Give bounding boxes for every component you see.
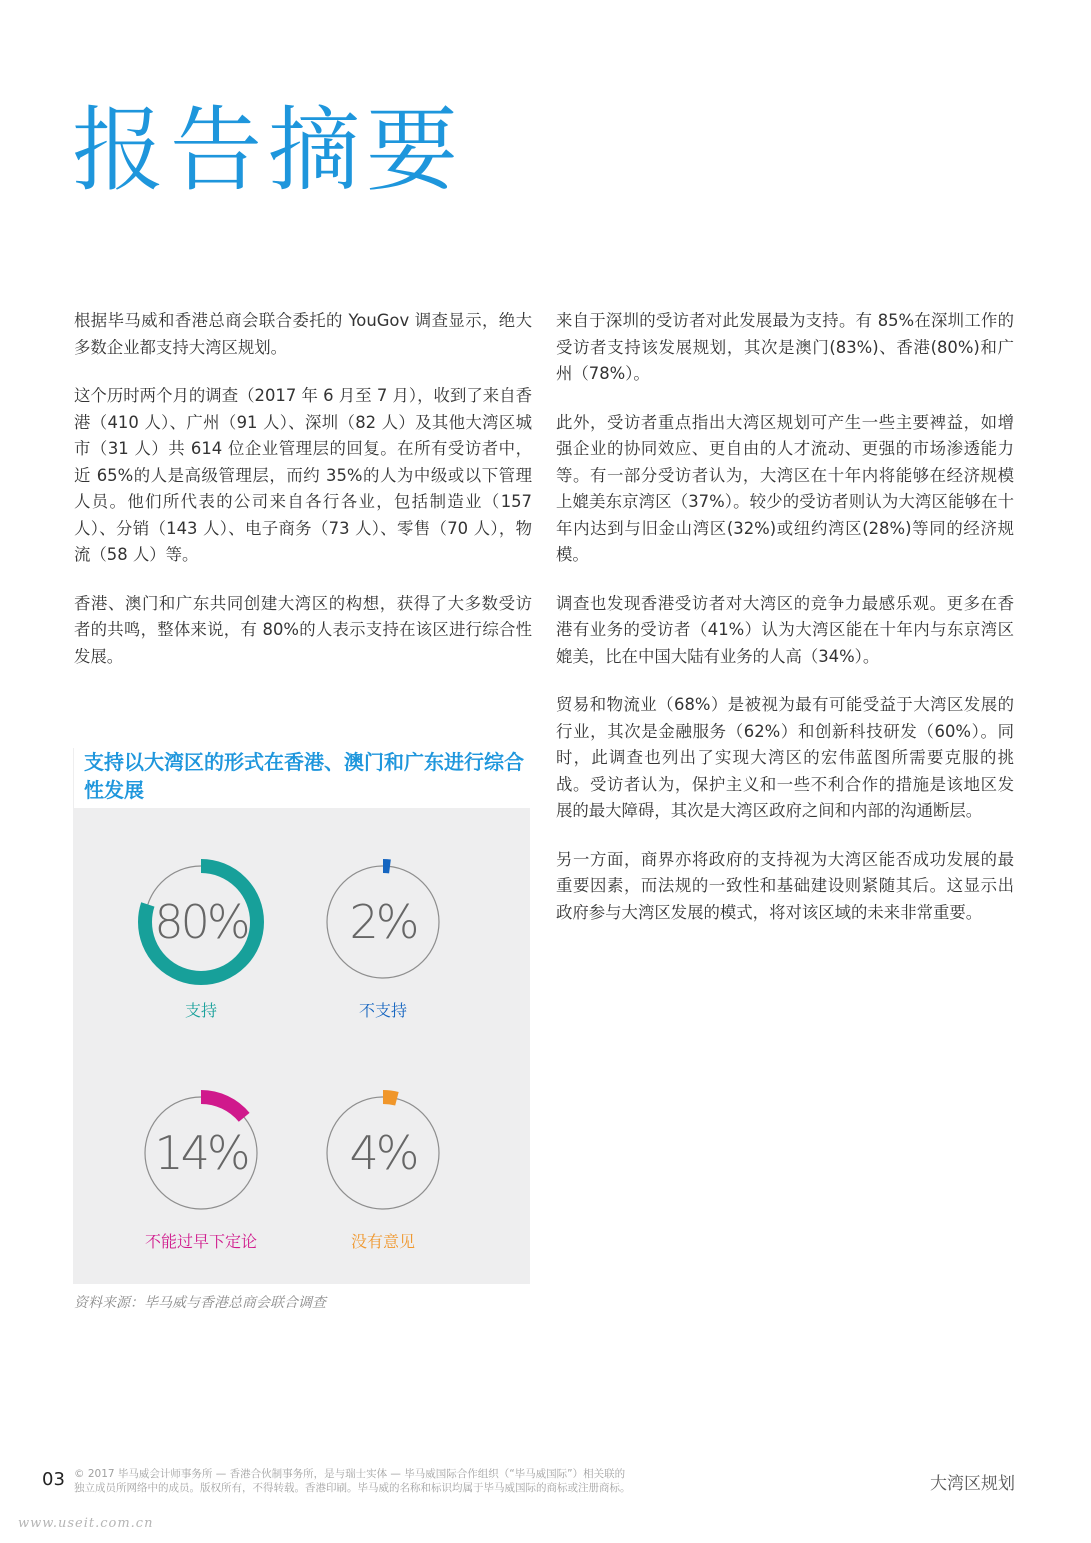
page-title: 报告摘要	[72, 97, 465, 204]
chart-source: 资料来源：毕马威与香港总商会联合调查	[74, 1295, 326, 1311]
paragraph: 来自于深圳的受访者对此发展最为支持。有 85%在深圳工作的受访者支持该发展规划，其次是澳门(83%)、香港(80%)和广州（78%）。	[556, 311, 1014, 383]
copyright-notice	[74, 1467, 714, 1495]
page-number: 03	[42, 1469, 65, 1490]
paragraph: 这个历时两个月的调查（2017 年 6 月至 7 月），收到了来自香港（410 人）、广州（91 人）、深圳（82 人）及其他大湾区城市（31 人）共 614 位企业管理层的回复。在所有受访者中，近 65%的人是高级管理层，而约 35%的人为中级或以下管理人员。他们所代表的公司来自各行各业，包括制造业（157 人）、分销（143 人）、电子商务（73 人）、零售（70 人），物流（58 人）等。	[74, 386, 532, 564]
donut-value: 80%	[154, 895, 248, 949]
paragraph: 根据毕马威和香港总商会联合委托的 YouGov 调查显示，绝大多数企业都支持大湾区规划。	[74, 311, 532, 357]
donut-svg	[131, 1083, 271, 1223]
paragraph: 另一方面，商界亦将政府的支持视为大湾区能否成功发展的最重要因素，而法规的一致性和基础建设则紧随其后。这显示出政府参与大湾区发展的模式，将对该区域的未来非常重要。	[556, 849, 1014, 922]
donut-label: 支持	[184, 1001, 217, 1020]
donut-svg	[313, 1083, 453, 1223]
donut-value: 14%	[154, 1126, 248, 1180]
right-column	[556, 308, 1014, 948]
donut-label: 不支持	[358, 1001, 407, 1020]
left-column	[74, 308, 532, 692]
donut-chart	[313, 852, 453, 992]
copyright-line: © 2017 毕马威会计师事务所 — 香港合伙制事务所，是与瑞士实体 — 毕马威国际合作组织（“毕马威国际”）相关联的	[74, 1468, 626, 1480]
chart-title: 支持以大湾区的形式在香港、澳门和广东进行综合性发展	[74, 748, 531, 808]
donut-label: 不能过早下定论	[144, 1232, 257, 1251]
donut-label: 没有意见	[350, 1232, 415, 1251]
donut-chart	[131, 852, 271, 992]
report-title: 大湾区规划	[930, 1474, 1015, 1494]
donut-value: 2%	[349, 895, 417, 949]
donut-chart	[131, 1083, 271, 1223]
paragraph: 香港、澳门和广东共同创建大湾区的构想，获得了大多数受访者的共鸣，整体来说，有 80%的人表示支持在该区进行综合性发展。	[74, 593, 532, 666]
paragraph: 贸易和物流业（68%）是被视为最有可能受益于大湾区发展的行业，其次是金融服务（62%）和创新科技研发（60%）。同时，此调查也列出了实现大湾区的宏伟蓝图所需要克服的挑战。受访者认为，保护主义和一些不利合作的措施是该地区发展的最大障碍，其次是大湾区政府之间和内部的沟通断层。	[556, 695, 1014, 820]
donut-chart	[313, 1083, 453, 1223]
paragraph: 此外，受访者重点指出大湾区规划可产生一些主要裨益，如增强企业的协同效应、更自由的人才流动、更强的市场渗透能力等。有一部分受访者认为，大湾区在十年内将能够在经济规模上媲美东京湾区（37%）。较少的受访者则认为大湾区能够在十年内达到与旧金山湾区(32%)或纽约湾区(28%)等同的经济规模。	[556, 412, 1014, 564]
donut-svg	[313, 852, 453, 992]
donut-svg	[131, 852, 271, 992]
donut-value: 4%	[349, 1126, 417, 1180]
paragraph: 调查也发现香港受访者对大湾区的竞争力最感乐观。更多在香港有业务的受访者（41%）认为大湾区能在十年内与东京湾区媲美，比在中国大陆有业务的人高（34%）。	[556, 593, 1014, 666]
watermark: www.useit.com.cn	[18, 1516, 154, 1531]
copyright-line: 独立成员所网络中的成员。版权所有，不得转载。香港印刷。毕马威的名称和标识均属于毕马威国际的商标或注册商标。	[74, 1482, 631, 1494]
